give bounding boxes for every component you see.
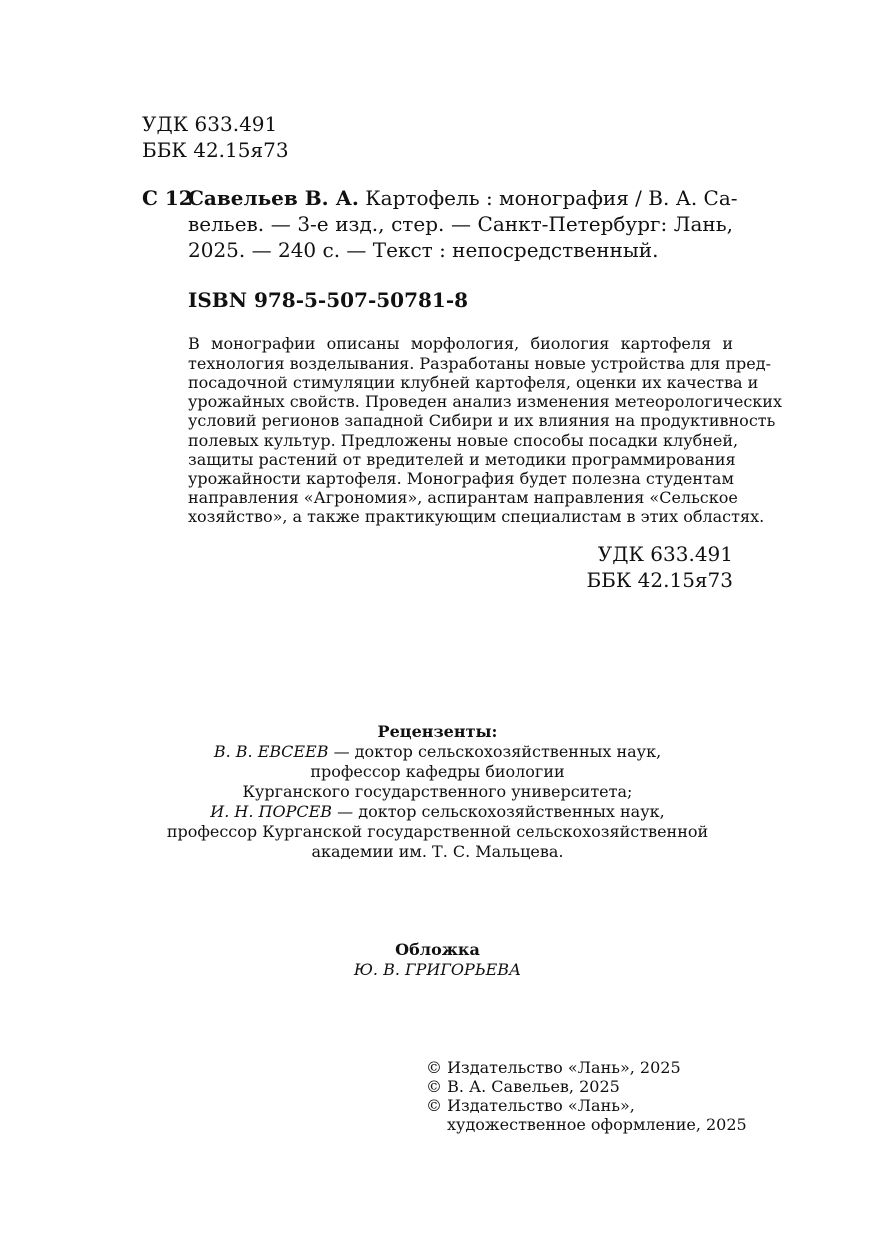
bibliographic-line-2: вельев. — 3-е изд., стер. — Санкт-Петербург: Лань, <box>188 212 733 236</box>
bbk-code-right: ББК 42.15я73 <box>586 568 733 592</box>
reviewer-1-degree: — доктор сельскохозяйственных наук, <box>328 742 662 761</box>
reviewer-1-name: В. В. ЕВСЕЕВ <box>213 742 329 761</box>
reviewer-2-line-2: профессор Курганской государственной сельскохозяйственной <box>166 822 709 841</box>
abstract-line: хозяйство», а также практикующим специалистам в этих областях. <box>188 507 765 526</box>
cover-artist: Ю. В. ГРИГОРЬЕВА <box>353 960 522 979</box>
reviewer-2-name: И. Н. ПОРСЕВ <box>210 802 333 821</box>
udk-code-right: УДК 633.491 <box>597 542 733 566</box>
abstract-line: защиты растений от вредителей и методики программирования <box>188 450 736 469</box>
reviewer-1-line-2: профессор кафедры биологии <box>310 762 565 781</box>
reviewers-heading: Рецензенты: <box>377 722 498 741</box>
copyright-line-4: художественное оформление, 2025 <box>447 1115 747 1134</box>
bibliographic-author: Савельев В. А. <box>188 186 359 210</box>
author-mark: С 12 <box>142 186 193 210</box>
abstract-line: посадочной стимуляции клубней картофеля, оценки их качества и <box>188 373 759 392</box>
reviewer-2-line-3: академии им. Т. С. Мальцева. <box>311 842 564 861</box>
copyright-line-2: © В. А. Савельев, 2025 <box>426 1077 620 1096</box>
bbk-code: ББК 42.15я73 <box>142 138 289 162</box>
abstract-line: технология возделывания. Разработаны новые устройства для пред- <box>188 354 771 373</box>
bibliographic-line-1 <box>188 185 738 211</box>
isbn: ISBN 978-5-507-50781-8 <box>188 288 469 312</box>
copyright-line-1: © Издательство «Лань», 2025 <box>426 1058 681 1077</box>
abstract-line: направления «Агрономия», аспирантам направления «Сельское <box>188 488 738 507</box>
abstract-line: В монографии описаны морфология, биология картофеля и <box>188 334 733 353</box>
udk-code: УДК 633.491 <box>142 112 278 136</box>
reviewer-1-line-3: Курганского государственного университета; <box>242 782 633 801</box>
abstract-line: урожайных свойств. Проведен анализ изменения метеорологических <box>188 392 782 411</box>
abstract-line: условий регионов западной Сибири и их влияния на продуктивность <box>188 411 776 430</box>
reviewer-2-line-1 <box>0 802 875 822</box>
copyright-line-3: © Издательство «Лань», <box>426 1096 635 1115</box>
reviewer-2-degree: — доктор сельскохозяйственных наук, <box>332 802 665 821</box>
abstract-line: полевых культур. Предложены новые способы посадки клубней, <box>188 431 739 450</box>
bibliographic-title: Картофель : монография / В. А. Са- <box>365 186 738 210</box>
bibliographic-line-3: 2025. — 240 с. — Текст : непосредственный. <box>188 238 659 262</box>
abstract-line: урожайности картофеля. Монография будет полезна студентам <box>188 469 734 488</box>
cover-heading: Обложка <box>395 940 480 959</box>
reviewer-1-line-1 <box>0 742 875 762</box>
